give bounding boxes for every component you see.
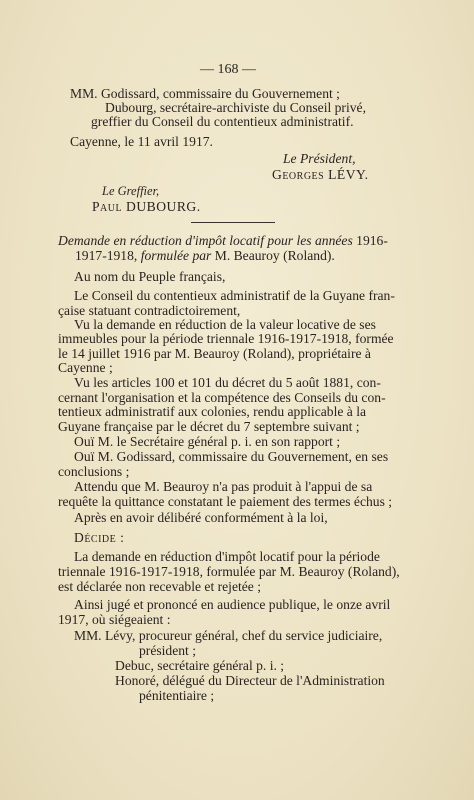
title-text: formulée par [140, 248, 212, 263]
text-line: La demande en réduction d'impôt locatif pour la période [74, 549, 380, 564]
text-line: Vu la demande en réduction de la valeur locative de ses [74, 317, 376, 332]
text-line: Le Conseil du contentieux administratif de la Guyane fran- [74, 288, 395, 303]
text-line: tentieux administratif aux colonies, rendu applicable à la [58, 404, 367, 419]
text-line: Ainsi jugé et prononcé en audience publique, le onze avril [74, 597, 391, 612]
text-line: est déclarée non recevable et rejetée ; [58, 579, 262, 594]
text-line: Au nom du Peuple français, [74, 269, 226, 284]
section-divider [191, 222, 275, 223]
president-title: Le Président, [283, 151, 356, 166]
text-line: requête la quittance constatant le paiement des termes échus ; [58, 494, 393, 509]
greffier-title: Le Greffier, [102, 184, 160, 198]
greffier-name: Paul DUBOURG. [92, 199, 201, 214]
text-line: pénitentiaire ; [139, 688, 215, 703]
text-line: Ouï M. Godissard, commissaire du Gouvernement, en ses [74, 449, 389, 464]
title-text: Demande en réduction d'impôt locatif pour les années [58, 233, 353, 248]
section-title-line [58, 234, 388, 248]
text-line: çaise statuant contradictoirement, [58, 303, 241, 318]
text-line: le 14 juillet 1916 par M. Beauroy (Roland), propriétaire à [58, 346, 371, 361]
text-line: Honoré, délégué du Directeur de l'Administration [115, 673, 385, 688]
text-line: MM. Lévy, procureur général, chef du service judiciaire, [74, 628, 383, 643]
page-number: — 168 — [200, 62, 256, 77]
text-line: Attendu que M. Beauroy n'a pas produit à l'appui de sa [74, 479, 373, 494]
text-line: immeubles pour la période triennale 1916-1917-1918, formée [58, 331, 394, 346]
date-line: Cayenne, le 11 avril 1917. [70, 134, 213, 149]
text-line: conclusions ; [58, 464, 130, 479]
text-line: Cayenne ; [58, 360, 113, 375]
title-years: 1916- [356, 233, 388, 248]
text-line: Dubourg, secrétaire-archiviste du Conseil privé, [105, 100, 366, 115]
decide-heading: Décide : [74, 530, 125, 545]
text-line: président ; [139, 643, 197, 658]
text-line: greffier du Conseil du contentieux administratif. [91, 114, 354, 129]
president-name: Georges LÉVY. [272, 167, 369, 182]
title-claimant: M. Beauroy (Roland). [214, 248, 335, 263]
text-line: triennale 1916-1917-1918, formulée par M. Beauroy (Roland), [58, 564, 400, 579]
text-line: Debuc, secrétaire général p. i. ; [115, 658, 285, 673]
text-line: MM. Godissard, commissaire du Gouvernement ; [70, 86, 340, 101]
section-title-line [75, 249, 335, 263]
text-line: Guyane française par le décret du 7 septembre suivant ; [58, 419, 360, 434]
text-line: Vu les articles 100 et 101 du décret du 5 août 1881, con- [74, 375, 381, 390]
text-line: Ouï M. le Secrétaire général p. i. en son rapport ; [74, 434, 341, 449]
text-line: Après en avoir délibéré conformément à la loi, [74, 510, 328, 525]
text-line: cernant l'organisation et la compétence des Conseils du con- [58, 390, 386, 405]
text-line: 1917, où siégeaient : [58, 612, 171, 627]
title-years: 1917-1918, [75, 248, 138, 263]
